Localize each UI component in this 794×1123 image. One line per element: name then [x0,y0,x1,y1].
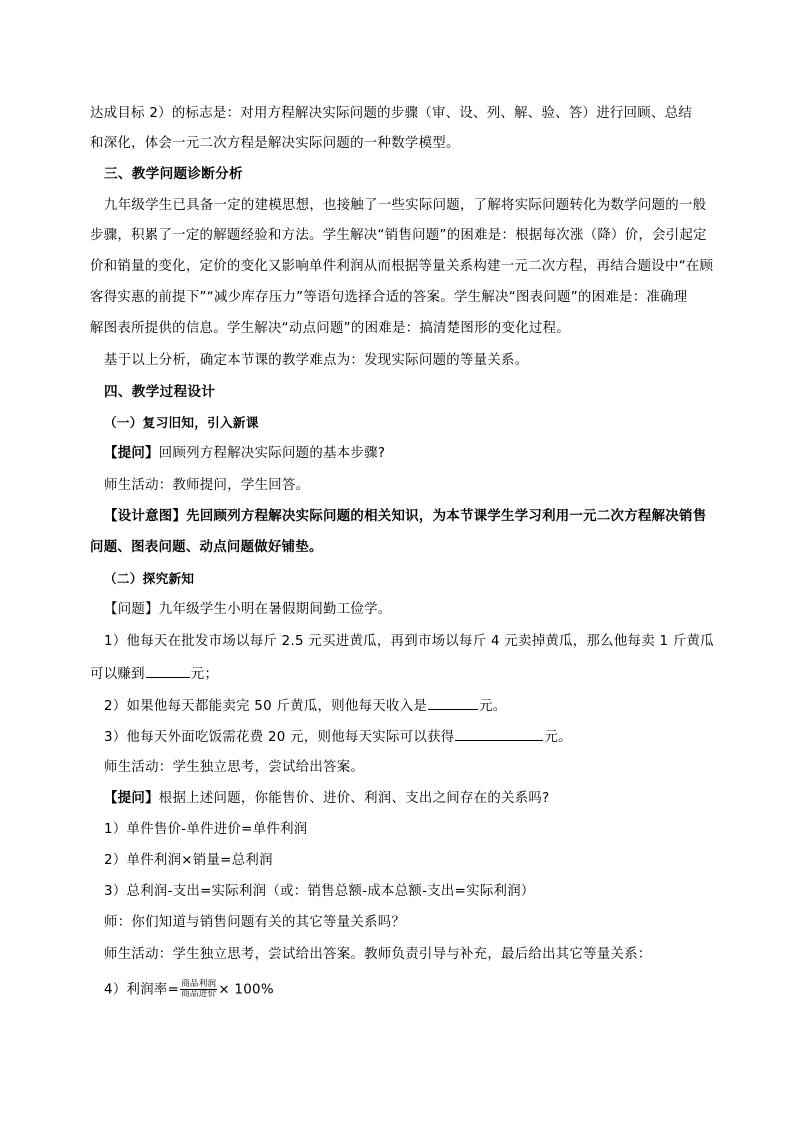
teacher-line: 师：你们知道与销售问题有关的其它等量关系吗？ [104,915,406,930]
problem-line [104,600,728,620]
question-line [104,789,728,809]
relation-line: 2）单件利润×销量=总利润 [104,853,273,868]
item-line: 1）他每天在批发市场以每斤 2.5 元买进黄瓜，再到市场以每斤 4 元卖掉黄瓜，那么他每卖 1 斤黄瓜 [104,634,714,649]
item-text: 元； [190,667,219,682]
section-heading: 三、教学问题诊断分析 [104,166,243,182]
relation-line: 1）单件售价-单件进价=单件利润 [104,822,308,837]
activity-line: 师生活动：学生独立思考，尝试给出答案。教师负责引导与补充，最后给出其它等量关系： [104,947,652,962]
paragraph-line: 解图表所提供的信息。学生解决“动点问题”的困难是：搞清楚图形的变化过程。 [90,321,570,336]
subsection-heading: （二）探究新知 [104,571,195,586]
item-text: 3）他每天外面吃饭需花费 20 元，则他每天实际可以获得 [104,730,455,745]
paragraph-line: 客得实惠的前提下”“减少库存压力”等语句选择合适的答案。学生解决“图表问题”的困难是：准确理 [90,290,688,305]
design-intent-line: 问题、图表问题、动点问题做好铺垫。 [90,540,323,555]
item-text: 元。 [544,730,572,745]
item-line [104,695,728,717]
item-text: 可以赚到 [90,667,145,682]
paragraph-line: 和深化，体会一元二次方程是解决实际问题的一种数学模型。 [90,136,460,151]
answer-blank [455,726,543,741]
item-text: 元。 [479,699,507,714]
paragraph-line: 九年级学生已具备一定的建模思想，也接触了一些实际问题，了解将实际问题转化为数学问题的一般 [104,198,707,213]
question-tag: 【提问】 [104,446,159,461]
answer-blank [146,663,190,678]
fraction [180,980,217,999]
item-line [104,726,728,748]
question-tag: 【提问】 [104,791,159,806]
question-line [104,444,728,464]
paragraph-line: 价和销量的变化，定价的变化又影响单件利润从而根据等量关系构建一元二次方程，再结合题设中“在顾 [90,259,714,274]
subsection-heading: （一）复习旧知，引入新课 [104,415,259,430]
problem-tag: 【问题】 [104,602,159,617]
question-text: 回顾列方程解决实际问题的基本步骤? [158,446,386,461]
item-text: 2）如果他每天都能卖完 50 斤黄瓜，则他每天收入是 [104,699,428,714]
fraction-denominator: 商品进价 [181,989,217,999]
problem-text: 九年级学生小明在暑假期间勤工俭学。 [158,602,392,617]
relation-line: 3）总利润-支出=实际利润（或：销售总额-成本总额-支出=实际利润） [104,884,535,899]
item-line [90,663,714,685]
formula-label: 4）利润率= [104,982,180,998]
formula-line [104,980,728,1001]
fraction-numerator: 商品利润 [181,979,217,989]
activity-line: 师生活动：学生独立思考，尝试给出答案。 [104,760,365,775]
question-text: 根据上述问题，你能售价、进价、利润、支出之间存在的关系吗? [158,791,550,806]
section-heading: 四、教学过程设计 [104,384,216,400]
activity-line: 师生活动：教师提问，学生回答。 [104,478,310,493]
paragraph-line: 步骤，积累了一定的解题经验和方法。学生解决“销售问题”的困难是：根据每次涨（降）价，会引起定 [90,228,707,243]
answer-blank [428,695,478,710]
formula-suffix: × 100% [218,982,274,998]
paragraph-line: 基于以上分析，确定本节课的教学难点为：发现实际问题的等量关系。 [104,353,529,368]
design-intent-line: 【设计意图】先回顾列方程解决实际问题的相关知识，为本节课学生学习利用一元二次方程解决销售 [104,509,707,524]
paragraph-line: 达成目标 2）的标志是：对用方程解决实际问题的步骤（审、设、列、解、验、答）进行回顾、总结 [90,106,693,121]
